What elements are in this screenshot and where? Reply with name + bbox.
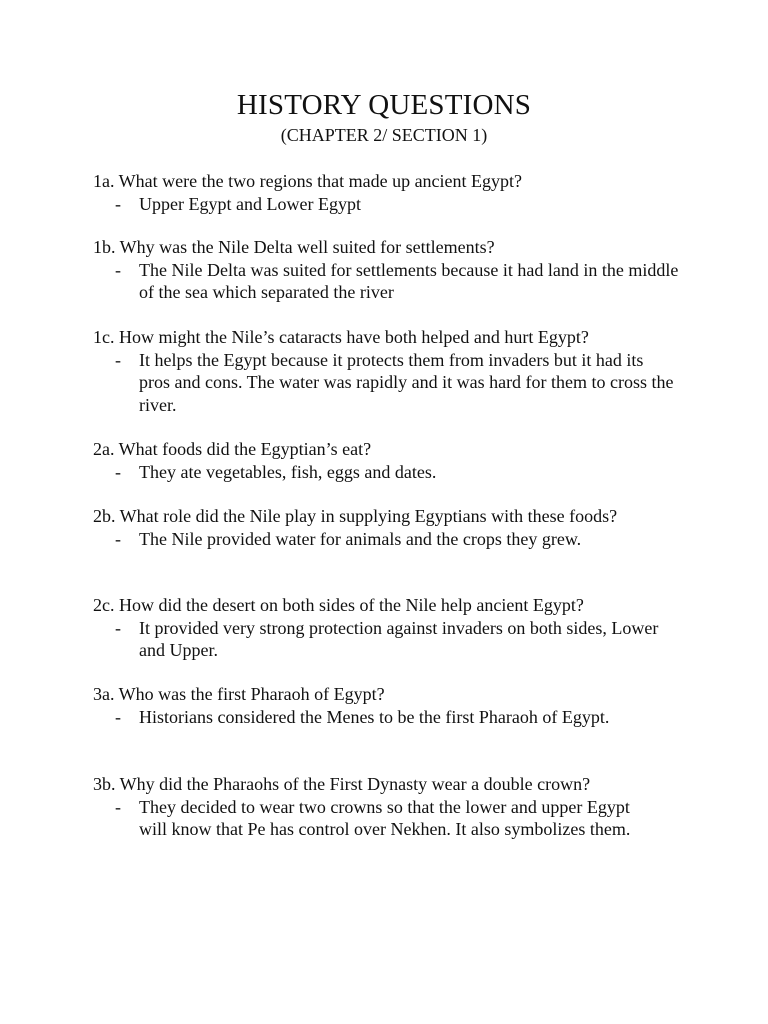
bullet-dash: - — [115, 193, 121, 214]
answer-text: It helps the Egypt because it protects them from invaders but it had its pros and cons. The water was rapidly and it was hard for them to cross the river. — [139, 349, 674, 415]
page-title: HISTORY QUESTIONS — [236, 89, 532, 121]
bullet-dash: - — [115, 706, 121, 727]
answer-text: They ate vegetables, fish, eggs and dates. — [139, 461, 437, 482]
qa-item-3b — [93, 773, 693, 841]
question-2a: 2a. What foods did the Egyptian’s eat? — [93, 439, 372, 459]
bullet-dash: - — [115, 349, 121, 370]
answer-text: The Nile Delta was suited for settlements because it had land in the middle of the sea which separated the river — [139, 259, 679, 302]
qa-item-1a — [93, 170, 693, 215]
answer-text: It provided very strong protection against invaders on both sides, Lower and Upper. — [139, 617, 659, 660]
qa-item-1b — [93, 236, 693, 304]
bullet-dash: - — [115, 259, 121, 280]
answer-3a — [93, 706, 669, 729]
bullet-dash: - — [115, 796, 121, 817]
answer-2c — [93, 617, 659, 662]
question-3a: 3a. Who was the first Pharaoh of Egypt? — [93, 684, 385, 704]
answer-text: Upper Egypt and Lower Egypt — [139, 193, 361, 214]
qa-item-2a — [93, 438, 693, 483]
question-1a: 1a. What were the two regions that made up ancient Egypt? — [93, 171, 523, 191]
qa-item-2c — [93, 594, 693, 662]
bullet-dash: - — [115, 617, 121, 638]
answer-text: Historians considered the Menes to be the first Pharaoh of Egypt. — [139, 706, 610, 727]
question-1c: 1c. How might the Nile’s cataracts have both helped and hurt Egypt? — [93, 327, 589, 347]
bullet-dash: - — [115, 461, 121, 482]
qa-item-2b — [93, 505, 693, 550]
qa-item-1c — [93, 326, 693, 416]
answer-3b — [93, 796, 659, 841]
answer-text: They decided to wear two crowns so that the lower and upper Egypt will know that Pe has control over Nekhen. It also symbolizes them. — [139, 796, 631, 839]
answer-text: The Nile provided water for animals and the crops they grew. — [139, 528, 582, 549]
question-3b: 3b. Why did the Pharaohs of the First Dynasty wear a double crown? — [93, 774, 591, 794]
answer-1b — [93, 259, 693, 304]
answer-1a — [93, 193, 693, 216]
qa-item-3a — [93, 683, 693, 728]
question-2c: 2c. How did the desert on both sides of the Nile help ancient Egypt? — [93, 595, 584, 615]
question-2b: 2b. What role did the Nile play in supplying Egyptians with these foods? — [93, 506, 618, 526]
bullet-dash: - — [115, 528, 121, 549]
page-subtitle: (CHAPTER 2/ SECTION 1) — [280, 125, 488, 145]
question-1b: 1b. Why was the Nile Delta well suited for settlements? — [93, 237, 495, 257]
answer-1c — [93, 349, 675, 417]
answer-2a — [93, 461, 693, 484]
answer-2b — [93, 528, 693, 551]
